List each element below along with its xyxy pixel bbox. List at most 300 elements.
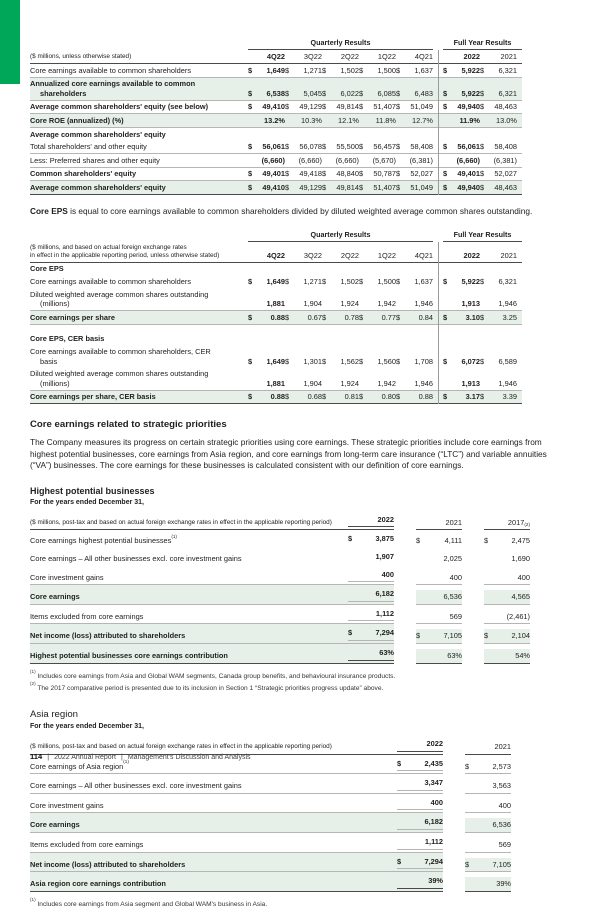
dollar-sign: $ [248, 276, 253, 286]
dollar-sign: $ [396, 312, 401, 322]
table-band [30, 585, 394, 605]
dollar-sign: $ [484, 631, 489, 641]
cell-value: 7,105 [492, 859, 511, 869]
cell-value: 12.7% [412, 115, 433, 125]
table-cell [348, 550, 394, 564]
dollar-sign: $ [396, 276, 401, 286]
page-footer [30, 752, 251, 761]
table-cell [484, 534, 530, 548]
table-row [30, 794, 511, 814]
asia-region-subtitle: For the years ended December 31, [30, 723, 144, 730]
table-cell [396, 102, 433, 112]
cell-value: 569 [498, 839, 511, 849]
cell-value: 1,500 [377, 276, 396, 286]
page-content [30, 38, 572, 909]
table-cell [348, 568, 394, 583]
footnote [30, 897, 572, 909]
cell-value: 1,637 [414, 276, 433, 286]
cell-value: 49,401 [262, 169, 285, 179]
table-cell [285, 392, 322, 402]
cell-value: 6,182 [424, 817, 443, 827]
cell-value: 56,078 [299, 142, 322, 152]
cell-value: 0.88 [418, 392, 433, 402]
dollar-sign: $ [359, 392, 364, 402]
column-header [443, 251, 480, 261]
column-header [397, 737, 443, 752]
table-cell [285, 277, 322, 287]
table-cell [484, 571, 530, 586]
column-header [348, 513, 394, 528]
table-cell [322, 357, 359, 367]
table-cell [480, 277, 517, 287]
dollar-sign: $ [359, 356, 364, 366]
table-row [30, 872, 511, 892]
cell-value: 1,271 [303, 65, 322, 75]
dollar-sign: $ [416, 631, 421, 641]
row-label [30, 820, 397, 830]
cell-value: 3.10 [465, 312, 480, 322]
cell-value: 1,946 [414, 299, 433, 309]
table-band [30, 605, 394, 625]
table-cell [285, 313, 322, 323]
table-cell [480, 313, 517, 323]
dollar-sign: $ [480, 102, 485, 112]
table-band [30, 833, 443, 853]
cell-value: 6,589 [498, 356, 517, 366]
cell-value: 2017 [507, 517, 525, 527]
dollar-sign: $ [397, 758, 402, 768]
table-cell [322, 169, 359, 179]
table-cell [348, 587, 394, 602]
table-cell [480, 392, 517, 402]
row-label-text: Core ROE (annualized) (%) [30, 115, 124, 125]
highest-potential-title: Highest potential businesses [30, 485, 155, 496]
table-row [30, 154, 522, 168]
highest-potential-businesses-table [30, 511, 530, 664]
cell-value: 1,881 [266, 299, 285, 309]
cell-value: 2,435 [424, 758, 443, 768]
core-eps-table [30, 230, 522, 405]
table-cell [397, 835, 443, 850]
table-cell [396, 392, 433, 402]
dollar-sign: $ [443, 65, 448, 75]
table-row [30, 181, 522, 195]
table-cell [397, 815, 443, 830]
table-cell [443, 357, 480, 367]
table-cell [484, 590, 530, 605]
dollar-sign: $ [248, 182, 253, 192]
unit-note-line: ($ millions, and based on actual foreign exchange rates [30, 243, 187, 251]
table-cell [396, 183, 433, 193]
table-cell [484, 610, 530, 625]
cell-value: 0.67 [307, 312, 322, 322]
cell-value: (6,660) [456, 155, 480, 165]
cell-value: 49,410 [262, 182, 285, 192]
column-header [416, 516, 462, 531]
cell-value: 1,708 [414, 356, 433, 366]
cell-value: 2Q22 [340, 52, 359, 61]
highest-potential-subtitle: For the years ended December 31, [30, 498, 144, 506]
table-cell [285, 379, 322, 389]
cell-value: 1,649 [266, 276, 285, 286]
row-label-text: Average common shareholders' equity (see below) [30, 102, 209, 112]
cell-value: 58,408 [494, 142, 517, 152]
table-row [30, 774, 511, 794]
cell-value: 400 [381, 569, 394, 579]
footer-section-title: Management's Discussion and Analysis [127, 754, 251, 761]
dollar-sign: $ [348, 534, 353, 544]
dollar-sign: $ [359, 65, 364, 75]
quarterly-fullyear-divider [438, 50, 439, 195]
cell-value: 1,500 [377, 65, 396, 75]
cell-value: 49,129 [299, 182, 322, 192]
group-header-quarterly: Quarterly Results [248, 230, 433, 242]
table-cell [480, 357, 517, 367]
group-header-fullyear: Full Year Results [443, 38, 522, 50]
table-cell [484, 629, 530, 644]
dollar-sign: $ [248, 102, 253, 112]
dollar-sign: $ [416, 536, 421, 546]
column-header [359, 52, 396, 62]
cell-value: 7,294 [424, 856, 443, 866]
cell-value: 1,690 [511, 554, 530, 564]
unit-note-line: in effect in the applicable reporting period, unless otherwise stated) [30, 251, 220, 259]
row-label-text: Items excluded from core earnings [30, 611, 144, 621]
table-cell [480, 156, 517, 166]
dollar-sign: $ [480, 392, 485, 402]
table-cell [359, 277, 396, 287]
table-cell [416, 534, 462, 548]
row-label [30, 264, 248, 274]
column-header [480, 52, 517, 62]
column-header [359, 251, 396, 261]
dollar-sign: $ [285, 169, 290, 179]
column-header [285, 251, 322, 261]
cell-value: 2,475 [511, 536, 530, 546]
table-cell [396, 66, 433, 76]
cell-value: 6,085 [377, 88, 396, 98]
cell-value: 56,457 [373, 142, 396, 152]
footnote [30, 681, 572, 693]
cell-value: 5,922 [461, 88, 480, 98]
table-cell [285, 169, 322, 179]
dollar-sign: $ [396, 88, 401, 98]
cell-value: 48,463 [494, 182, 517, 192]
row-label [30, 313, 248, 323]
cell-value: 1,924 [340, 378, 359, 388]
footer-separator: | [47, 754, 50, 761]
cell-value: 1,946 [414, 378, 433, 388]
cell-value: 1,637 [414, 65, 433, 75]
dollar-sign: $ [484, 536, 489, 546]
cell-value: 1,649 [266, 356, 285, 366]
table-row [30, 853, 511, 873]
table-cell [322, 89, 359, 99]
row-label [30, 860, 397, 870]
footnote-text: The 2017 comparative period is presented due to its inclusion in Section 1 “Strategic priorities progress update” above. [35, 685, 384, 692]
row-label-text: Total shareholders' and other equity [30, 142, 147, 152]
dollar-sign: $ [322, 88, 327, 98]
row-label-text: Core earnings available to common shareholders [30, 65, 192, 75]
footnote-text: Includes core earnings from Asia segment and Global WAM's business in Asia. [35, 900, 268, 908]
dollar-sign: $ [322, 182, 327, 192]
table-cell [359, 183, 396, 193]
cell-value: (6,381) [493, 155, 517, 165]
row-label [30, 183, 248, 193]
cell-value: 51,407 [373, 182, 396, 192]
table-section-row [30, 128, 522, 141]
table-row [30, 114, 522, 128]
table-cell [397, 757, 443, 772]
table-cell [285, 66, 322, 76]
dollar-sign: $ [322, 65, 327, 75]
cell-value: 0.78 [344, 312, 359, 322]
table-cell [248, 313, 285, 323]
cell-value: (6,381) [409, 155, 433, 165]
cell-value: 11.9% [459, 115, 480, 125]
table-cell [248, 66, 285, 76]
cell-value: 50,787 [373, 169, 396, 179]
dollar-sign: $ [480, 182, 485, 192]
table-cell [359, 102, 396, 112]
table-cell [322, 183, 359, 193]
group-header-spacer [30, 38, 248, 50]
table-cell [480, 102, 517, 112]
footnote-marker: (1) [123, 758, 129, 764]
cell-value: 1,904 [303, 299, 322, 309]
dollar-sign: $ [396, 102, 401, 112]
footnote-marker: (1) [30, 668, 36, 674]
footnote-marker: (1) [30, 896, 36, 902]
cell-value: 5,045 [303, 88, 322, 98]
cell-value: 6,536 [443, 592, 462, 602]
cell-value: 1,907 [375, 552, 394, 562]
dollar-sign: $ [322, 102, 327, 112]
row-label [30, 142, 248, 152]
cell-value: 1,946 [498, 378, 517, 388]
table-cell [322, 142, 359, 152]
cell-value: 6,538 [266, 88, 285, 98]
table-cell [248, 116, 285, 126]
table-row [30, 530, 530, 548]
row-label [30, 840, 397, 850]
cell-value: 6,022 [340, 88, 359, 98]
row-label [30, 612, 348, 622]
table-cell [416, 571, 462, 586]
dollar-sign: $ [322, 312, 327, 322]
dollar-sign: $ [443, 356, 448, 366]
dollar-sign: $ [443, 102, 448, 112]
asia-region-title: Asia region [30, 709, 78, 720]
cell-value: 48,463 [494, 102, 517, 112]
cell-value: 39% [428, 876, 443, 886]
table-cell [359, 169, 396, 179]
table-cell [397, 796, 443, 811]
cell-value: 1,502 [340, 276, 359, 286]
cell-value: 0.68 [307, 392, 322, 402]
cell-value: 3.39 [502, 392, 517, 402]
cell-value: 0.88 [270, 392, 285, 402]
table-header-row [30, 511, 530, 531]
cell-value: 49,814 [336, 102, 359, 112]
cell-value: 1,560 [377, 356, 396, 366]
dollar-sign: $ [443, 276, 448, 286]
table-cell [359, 392, 396, 402]
dollar-sign: $ [248, 88, 253, 98]
table-band [30, 530, 394, 548]
cell-value: 3,347 [424, 778, 443, 788]
table-cell [248, 392, 285, 402]
cell-value: 55,500 [336, 142, 359, 152]
table-cell [484, 552, 530, 566]
row-label-text: Core earnings per share, CER basis [30, 392, 156, 402]
table-cell [443, 299, 480, 309]
table-cell [480, 299, 517, 309]
table-header-row [30, 50, 522, 64]
dollar-sign: $ [359, 88, 364, 98]
row-label-text: Asia region core earnings contribution [30, 879, 166, 889]
table-section-row [30, 333, 522, 346]
table-cell [465, 779, 511, 794]
group-header-spacer [30, 230, 248, 242]
cell-value: 3Q22 [303, 52, 322, 61]
table-cell [322, 277, 359, 287]
table-cell [443, 89, 480, 99]
footnote-marker: (2) [30, 680, 36, 686]
row-label-text: Core earnings [30, 820, 80, 830]
table-cell [285, 183, 322, 193]
table-cell [480, 66, 517, 76]
dollar-sign: $ [443, 392, 448, 402]
unit-note: ($ millions, post-tax and based on actual foreign exchange rates in effect in the applicable reporting period) [30, 743, 332, 751]
table-spacer-row [30, 325, 522, 333]
cell-value: (6,660) [261, 155, 285, 165]
table-cell [416, 629, 462, 644]
dollar-sign: $ [443, 182, 448, 192]
cell-value: 3,875 [375, 534, 394, 544]
dollar-sign: $ [359, 276, 364, 286]
cell-value: 1,904 [303, 378, 322, 388]
table-row [30, 141, 522, 155]
row-label [30, 554, 348, 564]
cell-value: 2021 [494, 742, 511, 751]
table-row [30, 288, 522, 311]
cell-value: 1,301 [303, 356, 322, 366]
row-label-text: Core earnings [30, 592, 80, 602]
cell-value: 51,049 [410, 182, 433, 192]
table-cell [397, 776, 443, 791]
table-cell [359, 156, 396, 166]
cell-value: 1,942 [377, 299, 396, 309]
dollar-sign: $ [443, 169, 448, 179]
row-label [30, 879, 397, 889]
table-cell [285, 142, 322, 152]
cell-value: 1,502 [340, 65, 359, 75]
cell-value: 1,112 [424, 836, 443, 846]
dollar-sign: $ [396, 182, 401, 192]
footnote [30, 669, 572, 681]
table-row [30, 548, 530, 566]
table-cell [248, 357, 285, 367]
core-eps-term: Core EPS [30, 206, 68, 217]
table-cell [248, 277, 285, 287]
table-cell [416, 590, 462, 605]
cell-value: 48,840 [336, 169, 359, 179]
cell-value: 7,105 [443, 631, 462, 641]
column-header [396, 251, 433, 261]
table-cell [396, 299, 433, 309]
dollar-sign: $ [465, 761, 470, 771]
table-cell [248, 142, 285, 152]
table-band [30, 644, 394, 664]
row-label-text: Diluted weighted average common shares outstanding [30, 289, 209, 299]
cell-value: 1,562 [340, 356, 359, 366]
table-cell [396, 89, 433, 99]
table-cell [396, 169, 433, 179]
table-row [30, 391, 522, 405]
cell-value: 2,104 [511, 631, 530, 641]
cell-value: (2,461) [506, 611, 530, 621]
cell-value: 52,027 [410, 169, 433, 179]
table-cell [443, 169, 480, 179]
dollar-sign: $ [396, 392, 401, 402]
table-row [30, 275, 522, 288]
dollar-sign: $ [285, 392, 290, 402]
row-label [30, 801, 397, 811]
brand-corner-bar [0, 0, 20, 84]
dollar-sign: $ [359, 169, 364, 179]
row-label [30, 369, 248, 388]
cell-value: 6,536 [492, 820, 511, 830]
section-heading: Core earnings related to strategic priorities [30, 419, 227, 431]
cell-value: 49,418 [299, 169, 322, 179]
table-cell [416, 649, 462, 664]
row-label [30, 592, 348, 602]
table-cell [416, 610, 462, 625]
cell-value: 1Q22 [377, 52, 396, 61]
column-header [248, 251, 285, 261]
column-header: 2017 $^{(2)}$ [484, 516, 530, 531]
table-cell [480, 379, 517, 389]
row-label [30, 781, 397, 791]
cell-value: 1,913 [461, 299, 480, 309]
table-row [30, 833, 511, 853]
cell-value: 51,049 [410, 102, 433, 112]
cell-value: 3.25 [502, 312, 517, 322]
core-eps-definition [30, 206, 570, 218]
table-cell [248, 102, 285, 112]
cell-value: 2,025 [443, 554, 462, 564]
cell-value: 400 [430, 797, 443, 807]
row-label-text: Core earnings per share [30, 312, 116, 322]
row-label-text: Net income (loss) attributed to shareholders [30, 859, 186, 869]
cell-value: 2022 [463, 52, 480, 61]
table-cell [285, 116, 322, 126]
dollar-sign: $ [359, 312, 364, 322]
row-label-text: Core earnings – All other businesses excl. core investment gains [30, 554, 242, 564]
cell-value: 569 [449, 611, 462, 621]
unit-note: ($ millions, post-tax and based on actual foreign exchange rates in effect in the applicable reporting period) [30, 519, 332, 527]
cell-value: (6,660) [298, 155, 322, 165]
cell-value: 4Q22 [266, 52, 285, 61]
cell-value: 49,401 [457, 169, 480, 179]
cell-value: 49,940 [457, 102, 480, 112]
table-cell [359, 116, 396, 126]
column-header [465, 740, 511, 755]
table-cell [465, 877, 511, 892]
section-paragraph: The Company measures its progress on certain strategic priorities using core earnings. These strategic priorities include core earnings from highest potential businesses, core earnings from Asia region, and core earnings from long-term care insurance (“LTC”) and variable annuities (“VA”) businesses. The core earnings for these businesses is calculated consistent with our definition of core earnings. [30, 437, 547, 471]
row-label [30, 277, 248, 287]
